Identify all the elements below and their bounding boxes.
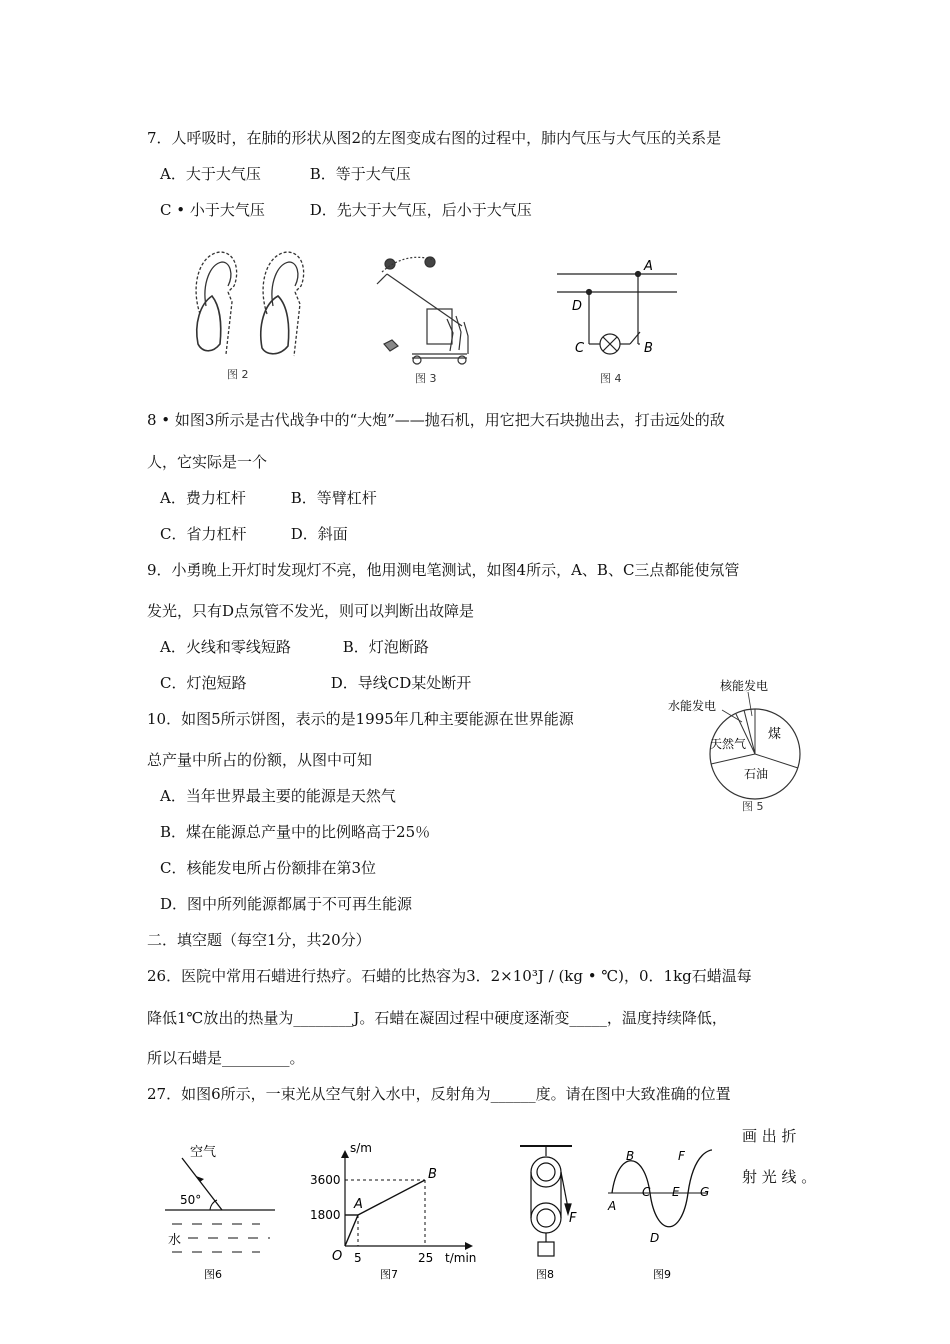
fig6-refraction: [165, 1144, 275, 1281]
fig7-ylabel: s/m: [350, 1141, 372, 1155]
q9-option-c: C．灯泡短路: [160, 674, 247, 692]
q8-option-b: B．等臂杠杆: [290, 489, 377, 507]
fig6-air-label: 空气: [190, 1145, 217, 1160]
fig7-y1: 3600: [310, 1173, 341, 1187]
q8-option-c: C．省力杠杆: [160, 525, 247, 543]
fig5-divider-4: [711, 754, 755, 764]
fig7-point-b: B: [428, 1167, 437, 1182]
q27-line1: 27．如图6所示，一束光从空气射入水中，反射角为______度。请在图中大致准确的位置: [147, 1085, 731, 1103]
fig4-label-c: C: [575, 341, 585, 356]
fig7-caption: 图7: [380, 1268, 398, 1281]
q10-option-d: D．图中所列能源都属于不可再生能源: [160, 895, 413, 913]
q10-stem-line2: 总产量中所占的份额，从图中可知: [147, 751, 373, 769]
fig5-label-hydro: 水能发电: [668, 699, 717, 713]
q10-stem-line1: 10．如图5所示饼图，表示的是1995年几种主要能源在世界能源: [147, 710, 574, 728]
figure-row-1-drawing: [172, 244, 677, 394]
q9-option-b: B．灯泡断路: [342, 638, 429, 656]
fig7-x2: 25: [418, 1251, 434, 1265]
q8-options-row2: [160, 523, 348, 544]
fig4-label-b: B: [644, 341, 653, 356]
q8-stem-line1: 8 • 如图3所示是古代战争中的“大炮”——抛石机，用它把大石块抛出去，打击远处的敌: [147, 411, 725, 429]
fig7-point-a: A: [354, 1197, 363, 1212]
fig9-label-e: E: [672, 1185, 680, 1199]
fig4-caption: 图 4: [600, 372, 622, 385]
fig9-label-f: F: [678, 1149, 685, 1163]
figure-row-1: [172, 244, 677, 394]
fig6-caption: 图6: [204, 1268, 222, 1281]
q27-line2: 画 出 折: [742, 1127, 797, 1145]
q8-stem-line2: 人，它实际是一个: [147, 453, 268, 471]
fig5-leader-nuclear: [748, 692, 752, 716]
fig9-caption: 图9: [653, 1268, 671, 1281]
fig9-wave: [607, 1149, 712, 1281]
fig9-label-g: G: [700, 1185, 710, 1199]
q8-option-a: A．费力杠杆: [160, 489, 246, 507]
q26-line3: 所以石蜡是_________。: [147, 1049, 305, 1067]
fig5-label-nuclear: 核能发电: [720, 679, 769, 693]
q9-options-row1: [160, 636, 429, 657]
fig5-caption: 图 5: [742, 800, 764, 813]
fig5-label-gas: 天然气: [710, 737, 747, 751]
fig4-label-d: D: [572, 299, 583, 314]
fig8-pulley: [520, 1146, 572, 1256]
fig6-angle-label: 50°: [180, 1193, 202, 1207]
q27-line3: 射 光 线 。: [742, 1168, 817, 1186]
q10-option-a: A．当年世界最主要的能源是天然气: [160, 787, 396, 805]
fig9-label-c: C: [642, 1185, 651, 1199]
fig5-pie-chart: [660, 672, 810, 832]
fig6-water-label: 水: [168, 1233, 182, 1248]
fig3-caption: 图 3: [415, 372, 437, 385]
q10-option-b: B．煤在能源总产量中的比例略高于25％: [160, 823, 431, 841]
fig9-label-d: D: [650, 1231, 660, 1245]
fig8-force-label: F: [569, 1211, 577, 1226]
fig7-st-graph: [310, 1141, 476, 1281]
q7-option-d: D．先大于大气压，后小于大气压: [309, 201, 532, 219]
q7-option-a: A．大于大气压: [160, 165, 261, 183]
q7-option-b: B．等于大气压: [309, 165, 411, 183]
q7-options-row1: [160, 163, 411, 184]
fig4-label-a: A: [644, 259, 653, 274]
q9-stem-line2: 发光，只有D点氖管不发光，则可以判断出故障是: [147, 602, 475, 620]
fig5-drawing: [660, 672, 810, 832]
section2-heading: 二．填空题（每空1分，共20分）: [147, 931, 371, 949]
fig2-lungs: [196, 252, 304, 356]
q26-line1: 26．医院中常用石蜡进行热疗。石蜡的比热容为3．2×10³J / (kg • ℃)，0．1kg石蜡温每: [147, 967, 752, 985]
fig8-caption: 图8: [536, 1268, 554, 1281]
figure-row-2: [160, 1138, 720, 1288]
fig7-y2: 1800: [310, 1208, 341, 1222]
fig7-xlabel: t/min: [445, 1251, 477, 1265]
q9-option-d: D．导线CD某处断开: [330, 674, 472, 692]
q8-options-row1: [160, 487, 377, 508]
q7-options-row2: [160, 199, 532, 220]
q7-option-c: C • 小于大气压: [160, 201, 265, 219]
fig7-x1: 5: [354, 1251, 362, 1265]
fig5-label-oil: 石油: [744, 767, 769, 781]
fig9-label-a: A: [608, 1199, 617, 1213]
q7-stem: 7．人呼吸时，在肺的形状从图2的左图变成右图的过程中，肺内气压与大气压的关系是: [147, 129, 722, 147]
fig7-origin: O: [332, 1249, 343, 1264]
fig3-catapult: [377, 257, 468, 364]
fig2-caption: 图 2: [227, 368, 249, 381]
q9-stem-line1: 9．小勇晚上开灯时发现灯不亮，他用测电笔测试，如图4所示，A、B、C三点都能使氖管: [147, 561, 740, 579]
q9-options-row2: [160, 672, 471, 693]
fig5-label-coal: 煤: [768, 727, 782, 742]
figure-row-2-drawing: [160, 1138, 720, 1288]
fig9-label-b: B: [626, 1149, 635, 1163]
q10-option-c: C．核能发电所占份额排在第3位: [160, 859, 377, 877]
fig5-divider-5: [755, 754, 798, 768]
q9-option-a: A．火线和零线短路: [160, 638, 291, 656]
q26-line2: 降低1℃放出的热量为________J。石蜡在凝固过程中硬度逐渐变_____，温度持续降低，: [147, 1009, 727, 1027]
q8-option-d: D．斜面: [290, 525, 348, 543]
